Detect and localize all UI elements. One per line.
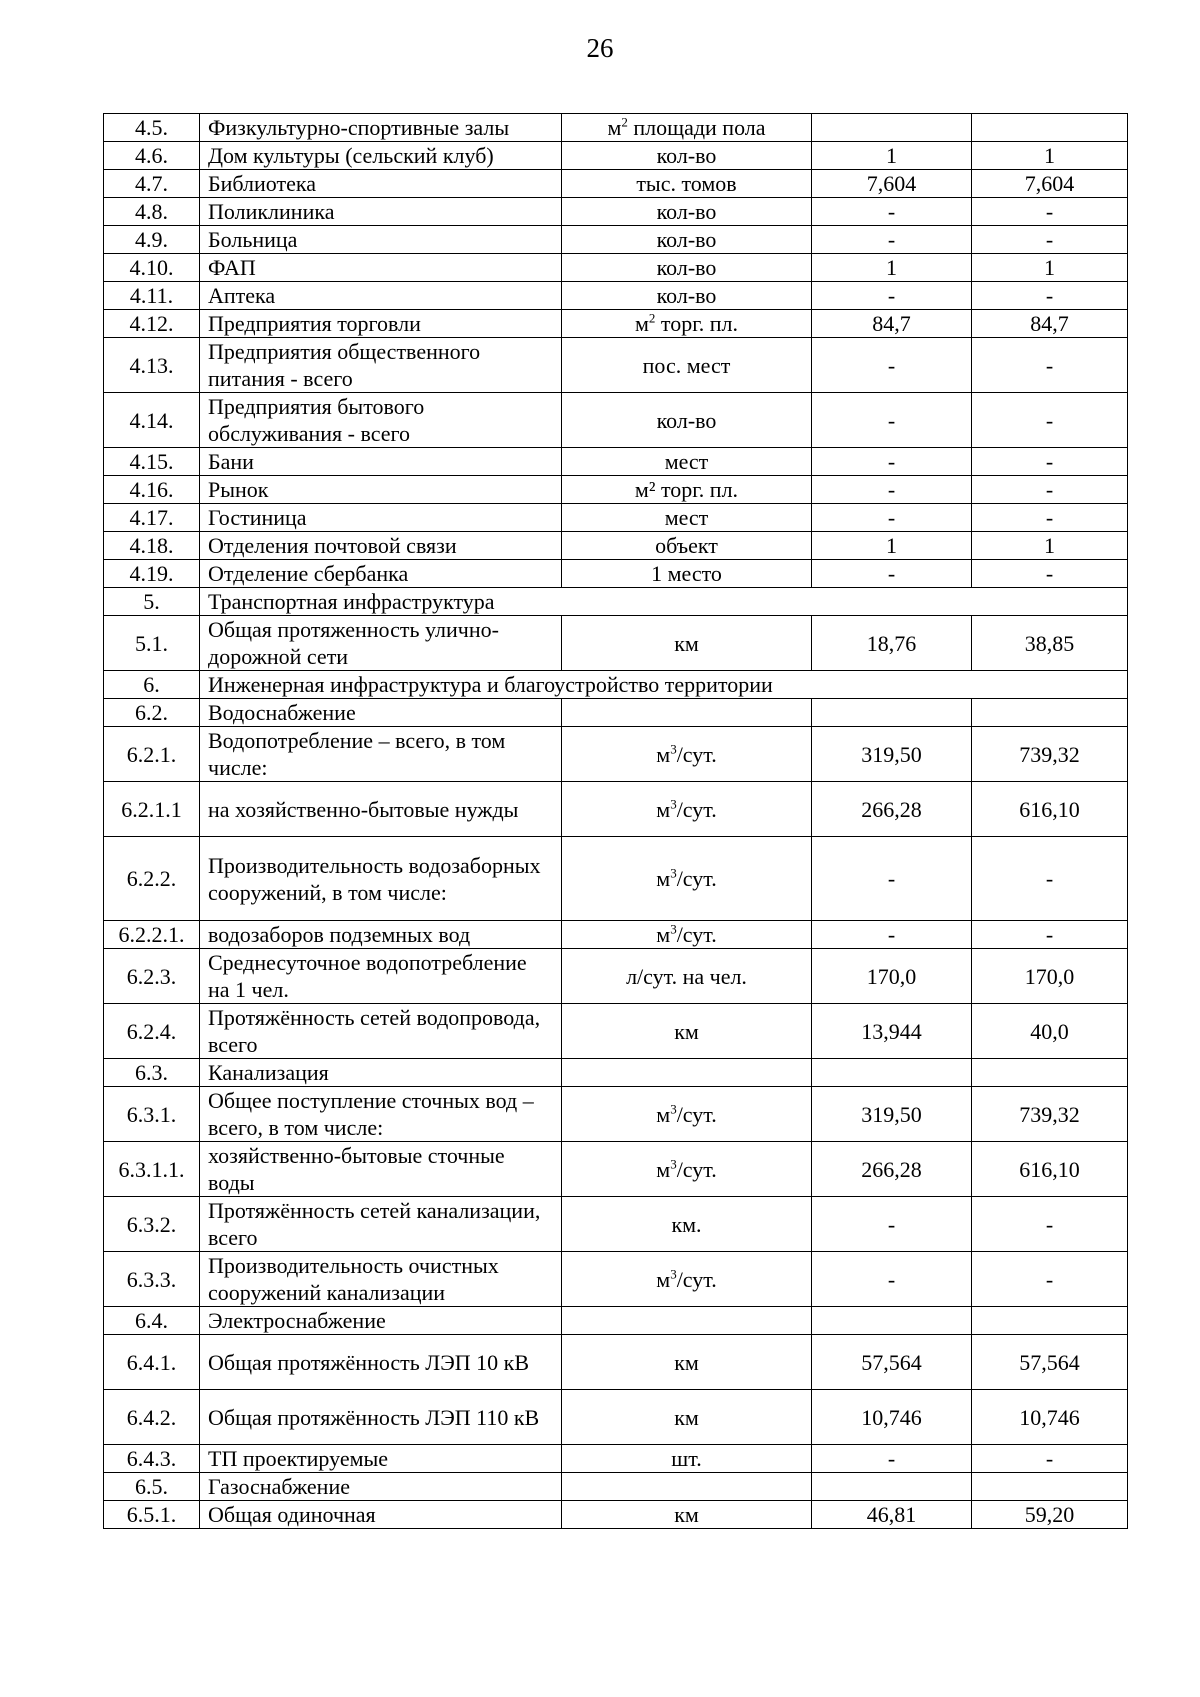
unit-cell xyxy=(562,727,812,782)
indicator-name: Общая протяжённость ЛЭП 110 кВ xyxy=(200,1390,562,1445)
value-current: - xyxy=(812,448,972,476)
indicator-name: Предприятия общественного питания - всего xyxy=(200,338,562,393)
value-current: - xyxy=(812,226,972,254)
indicator-name: водозаборов подземных вод xyxy=(200,921,562,949)
table-row xyxy=(104,1142,1128,1197)
table-row xyxy=(104,448,1128,476)
unit-cell: км xyxy=(562,1335,812,1390)
unit-cell xyxy=(562,782,812,837)
row-number: 4.6. xyxy=(104,142,200,170)
unit-cell: пос. мест xyxy=(562,338,812,393)
indicator-name: Протяжённость сетей канализации, всего xyxy=(200,1197,562,1252)
row-number: 4.15. xyxy=(104,448,200,476)
value-projected: 739,32 xyxy=(972,727,1128,782)
unit-exponent: 2 xyxy=(648,310,656,326)
unit-base: м xyxy=(634,311,649,336)
row-number: 5. xyxy=(104,588,200,616)
unit-cell: кол-во xyxy=(562,393,812,448)
table-row xyxy=(104,170,1128,198)
indicator-name: Общее поступление сточных вод – всего, в том числе: xyxy=(200,1087,562,1142)
indicator-name: Канализация xyxy=(200,1059,562,1087)
row-number: 6.4.1. xyxy=(104,1335,200,1390)
value-current: - xyxy=(812,476,972,504)
value-projected: - xyxy=(972,560,1128,588)
unit-cell xyxy=(562,310,812,338)
value-current: - xyxy=(812,837,972,921)
value-current: - xyxy=(812,504,972,532)
indicator-name: Больница xyxy=(200,226,562,254)
value-current xyxy=(812,699,972,727)
value-current: 84,7 xyxy=(812,310,972,338)
unit-exponent: 3 xyxy=(670,865,677,881)
unit-cell: мест xyxy=(562,448,812,476)
table-row xyxy=(104,1197,1128,1252)
value-projected: - xyxy=(972,504,1128,532)
value-current: 319,50 xyxy=(812,727,972,782)
table-row xyxy=(104,560,1128,588)
indicator-name: Электроснабжение xyxy=(200,1307,562,1335)
unit-cell: шт. xyxy=(562,1445,812,1473)
table-row xyxy=(104,1004,1128,1059)
unit-exponent: 3 xyxy=(670,741,677,757)
unit-cell: кол-во xyxy=(562,254,812,282)
value-projected: 59,20 xyxy=(972,1501,1128,1529)
row-number: 4.19. xyxy=(104,560,200,588)
value-projected: - xyxy=(972,476,1128,504)
unit-exponent: 3 xyxy=(670,921,677,937)
indicator-name: Общая протяжённость ЛЭП 10 кВ xyxy=(200,1335,562,1390)
value-current: 57,564 xyxy=(812,1335,972,1390)
table-row xyxy=(104,1307,1128,1335)
unit-cell xyxy=(562,837,812,921)
unit-cell: км. xyxy=(562,1197,812,1252)
table-row xyxy=(104,393,1128,448)
value-projected: - xyxy=(972,282,1128,310)
unit-cell xyxy=(562,1252,812,1307)
unit-base: м xyxy=(656,1266,671,1292)
table-row xyxy=(104,616,1128,671)
table-row xyxy=(104,504,1128,532)
row-number: 6.2.2.1. xyxy=(104,921,200,949)
value-projected: 616,10 xyxy=(972,782,1128,837)
row-number: 4.12. xyxy=(104,310,200,338)
value-projected: - xyxy=(972,198,1128,226)
value-projected: - xyxy=(972,338,1128,393)
unit-suffix: /сут. xyxy=(676,866,717,891)
value-projected xyxy=(972,1059,1128,1087)
table-row xyxy=(104,1252,1128,1307)
unit-cell: тыс. томов xyxy=(562,170,812,198)
indicator-name: Отделение сбербанка xyxy=(200,560,562,588)
value-projected: 1 xyxy=(972,254,1128,282)
row-number: 6.2.1.1 xyxy=(104,782,200,837)
unit-base: м xyxy=(656,741,671,767)
indicators-table xyxy=(103,113,1128,1529)
value-projected: 170,0 xyxy=(972,949,1128,1004)
page-number: 26 xyxy=(586,33,614,63)
unit-cell xyxy=(562,1087,812,1142)
unit-cell xyxy=(562,1142,812,1197)
table-row xyxy=(104,226,1128,254)
indicator-name: Производительность водозаборных сооружений, в том числе: xyxy=(200,837,562,921)
section-title: Инженерная инфраструктура и благоустройство территории xyxy=(200,671,1128,699)
value-current: 7,604 xyxy=(812,170,972,198)
value-current: - xyxy=(812,338,972,393)
row-number: 6.2.4. xyxy=(104,1004,200,1059)
indicator-name: Гостиница xyxy=(200,504,562,532)
table-row xyxy=(104,1335,1128,1390)
value-projected: - xyxy=(972,393,1128,448)
table-row xyxy=(104,1501,1128,1529)
row-number: 4.17. xyxy=(104,504,200,532)
unit-cell: л/сут. на чел. xyxy=(562,949,812,1004)
indicator-name: Аптека xyxy=(200,282,562,310)
unit-suffix: торг. пл. xyxy=(655,311,739,336)
table-row xyxy=(104,114,1128,142)
value-current: 1 xyxy=(812,142,972,170)
table-row xyxy=(104,198,1128,226)
row-number: 4.14. xyxy=(104,393,200,448)
unit-suffix: /сут. xyxy=(676,1101,717,1127)
unit-cell: кол-во xyxy=(562,198,812,226)
value-current xyxy=(812,1059,972,1087)
indicator-name: Водопотребление – всего, в том числе: xyxy=(200,727,562,782)
row-number: 6.3.3. xyxy=(104,1252,200,1307)
indicator-name: Среднесуточное водопотребление на 1 чел. xyxy=(200,949,562,1004)
row-number: 6.2.3. xyxy=(104,949,200,1004)
unit-suffix: /сут. xyxy=(676,741,717,767)
table-row xyxy=(104,1059,1128,1087)
table-row xyxy=(104,476,1128,504)
indicator-name: на хозяйственно-бытовые нужды xyxy=(200,782,562,837)
value-current: - xyxy=(812,1445,972,1473)
value-current xyxy=(812,1307,972,1335)
value-current: 13,944 xyxy=(812,1004,972,1059)
unit-cell: км xyxy=(562,1501,812,1529)
value-projected: - xyxy=(972,921,1128,949)
indicator-name: хозяйственно-бытовые сточные воды xyxy=(200,1142,562,1197)
table-row xyxy=(104,727,1128,782)
unit-cell: км xyxy=(562,1390,812,1445)
value-current: 266,28 xyxy=(812,782,972,837)
table-row xyxy=(104,282,1128,310)
value-projected xyxy=(972,699,1128,727)
table-row xyxy=(104,949,1128,1004)
value-current: 10,746 xyxy=(812,1390,972,1445)
unit-exponent: 3 xyxy=(670,1101,677,1117)
indicator-name: Общая протяженность улично-дорожной сети xyxy=(200,616,562,671)
unit-suffix: /сут. xyxy=(676,1266,717,1292)
value-current xyxy=(812,1473,972,1501)
row-number: 4.18. xyxy=(104,532,200,560)
value-projected: - xyxy=(972,1445,1128,1473)
unit-exponent: 3 xyxy=(670,796,677,812)
row-number: 4.11. xyxy=(104,282,200,310)
unit-cell: кол-во xyxy=(562,282,812,310)
table-row xyxy=(104,699,1128,727)
unit-cell xyxy=(562,699,812,727)
value-current: - xyxy=(812,1252,972,1307)
unit-cell xyxy=(562,1307,812,1335)
value-projected xyxy=(972,114,1128,142)
row-number: 6.4.3. xyxy=(104,1445,200,1473)
value-current: - xyxy=(812,393,972,448)
row-number: 6.4.2. xyxy=(104,1390,200,1445)
value-current: 319,50 xyxy=(812,1087,972,1142)
indicator-name: Рынок xyxy=(200,476,562,504)
row-number: 4.9. xyxy=(104,226,200,254)
row-number: 4.10. xyxy=(104,254,200,282)
table-row xyxy=(104,921,1128,949)
table-row xyxy=(104,1473,1128,1501)
value-projected: 10,746 xyxy=(972,1390,1128,1445)
value-projected xyxy=(972,1307,1128,1335)
value-projected: 40,0 xyxy=(972,1004,1128,1059)
indicator-name: Протяжённость сетей водопровода, всего xyxy=(200,1004,562,1059)
indicator-name: Бани xyxy=(200,448,562,476)
value-projected: 616,10 xyxy=(972,1142,1128,1197)
table-row xyxy=(104,1390,1128,1445)
table-row xyxy=(104,837,1128,921)
value-current: 170,0 xyxy=(812,949,972,1004)
unit-exponent: 3 xyxy=(670,1266,677,1282)
row-number: 6.5. xyxy=(104,1473,200,1501)
unit-suffix: /сут. xyxy=(676,922,717,947)
unit-cell xyxy=(562,114,812,142)
unit-base: м xyxy=(607,115,622,140)
indicator-name: Водоснабжение xyxy=(200,699,562,727)
value-projected: 1 xyxy=(972,142,1128,170)
row-number: 6. xyxy=(104,671,200,699)
indicator-name: Производительность очистных сооружений канализации xyxy=(200,1252,562,1307)
indicator-name: Библиотека xyxy=(200,170,562,198)
unit-cell: мест xyxy=(562,504,812,532)
row-number: 5.1. xyxy=(104,616,200,671)
indicator-name: Предприятия торговли xyxy=(200,310,562,338)
unit-base: м xyxy=(656,796,671,822)
row-number: 4.16. xyxy=(104,476,200,504)
indicator-name: Газоснабжение xyxy=(200,1473,562,1501)
value-current: - xyxy=(812,198,972,226)
value-projected: 57,564 xyxy=(972,1335,1128,1390)
value-projected: 7,604 xyxy=(972,170,1128,198)
value-current: 46,81 xyxy=(812,1501,972,1529)
unit-cell: м² торг. пл. xyxy=(562,476,812,504)
value-projected xyxy=(972,1473,1128,1501)
table-row xyxy=(104,1445,1128,1473)
unit-suffix: площади пола xyxy=(627,115,766,140)
table-row xyxy=(104,254,1128,282)
table-row xyxy=(104,142,1128,170)
row-number: 6.3. xyxy=(104,1059,200,1087)
indicator-name: Предприятия бытового обслуживания - всего xyxy=(200,393,562,448)
row-number: 6.4. xyxy=(104,1307,200,1335)
row-number: 6.2.1. xyxy=(104,727,200,782)
row-number: 4.7. xyxy=(104,170,200,198)
indicator-name: Физкультурно-спортивные залы xyxy=(200,114,562,142)
row-number: 6.3.1. xyxy=(104,1087,200,1142)
value-projected: - xyxy=(972,448,1128,476)
unit-cell xyxy=(562,1473,812,1501)
value-current: - xyxy=(812,282,972,310)
unit-base: м xyxy=(656,866,671,891)
unit-cell xyxy=(562,921,812,949)
value-projected: - xyxy=(972,1197,1128,1252)
unit-cell: кол-во xyxy=(562,226,812,254)
unit-base: м xyxy=(656,1101,671,1127)
row-number: 4.8. xyxy=(104,198,200,226)
value-projected: 84,7 xyxy=(972,310,1128,338)
value-projected: - xyxy=(972,226,1128,254)
row-number: 4.13. xyxy=(104,338,200,393)
indicator-name: Поликлиника xyxy=(200,198,562,226)
value-current: 266,28 xyxy=(812,1142,972,1197)
value-current: 1 xyxy=(812,254,972,282)
value-current: - xyxy=(812,1197,972,1252)
value-projected: 739,32 xyxy=(972,1087,1128,1142)
row-number: 6.5.1. xyxy=(104,1501,200,1529)
unit-exponent: 2 xyxy=(621,114,628,130)
table-body xyxy=(104,114,1128,1529)
table-row xyxy=(104,310,1128,338)
value-current xyxy=(812,114,972,142)
value-projected: - xyxy=(972,837,1128,921)
row-number: 6.2. xyxy=(104,699,200,727)
table-row xyxy=(104,782,1128,837)
value-projected: 1 xyxy=(972,532,1128,560)
indicator-name: ФАП xyxy=(200,254,562,282)
indicator-name: Отделения почтовой связи xyxy=(200,532,562,560)
unit-cell: кол-во xyxy=(562,142,812,170)
section-title: Транспортная инфраструктура xyxy=(200,588,1128,616)
value-current: - xyxy=(812,560,972,588)
row-number: 6.3.2. xyxy=(104,1197,200,1252)
value-projected: 38,85 xyxy=(972,616,1128,671)
unit-base: м xyxy=(656,1156,671,1182)
row-number: 4.5. xyxy=(104,114,200,142)
section-row xyxy=(104,588,1128,616)
row-number: 6.2.2. xyxy=(104,837,200,921)
indicator-name: Общая одиночная xyxy=(200,1501,562,1529)
section-row xyxy=(104,671,1128,699)
value-current: 1 xyxy=(812,532,972,560)
table-row xyxy=(104,1087,1128,1142)
table-row xyxy=(104,338,1128,393)
unit-suffix: /сут. xyxy=(676,796,717,822)
unit-cell: км xyxy=(562,616,812,671)
value-projected: - xyxy=(972,1252,1128,1307)
row-number: 6.3.1.1. xyxy=(104,1142,200,1197)
unit-exponent: 3 xyxy=(670,1156,677,1172)
indicator-name: Дом культуры (сельский клуб) xyxy=(200,142,562,170)
unit-cell xyxy=(562,1059,812,1087)
unit-base: м xyxy=(656,922,671,947)
unit-suffix: /сут. xyxy=(676,1156,717,1182)
unit-cell: 1 место xyxy=(562,560,812,588)
unit-cell: объект xyxy=(562,532,812,560)
indicator-name: ТП проектируемые xyxy=(200,1445,562,1473)
table-row xyxy=(104,532,1128,560)
value-current: 18,76 xyxy=(812,616,972,671)
unit-cell: км xyxy=(562,1004,812,1059)
value-current: - xyxy=(812,921,972,949)
